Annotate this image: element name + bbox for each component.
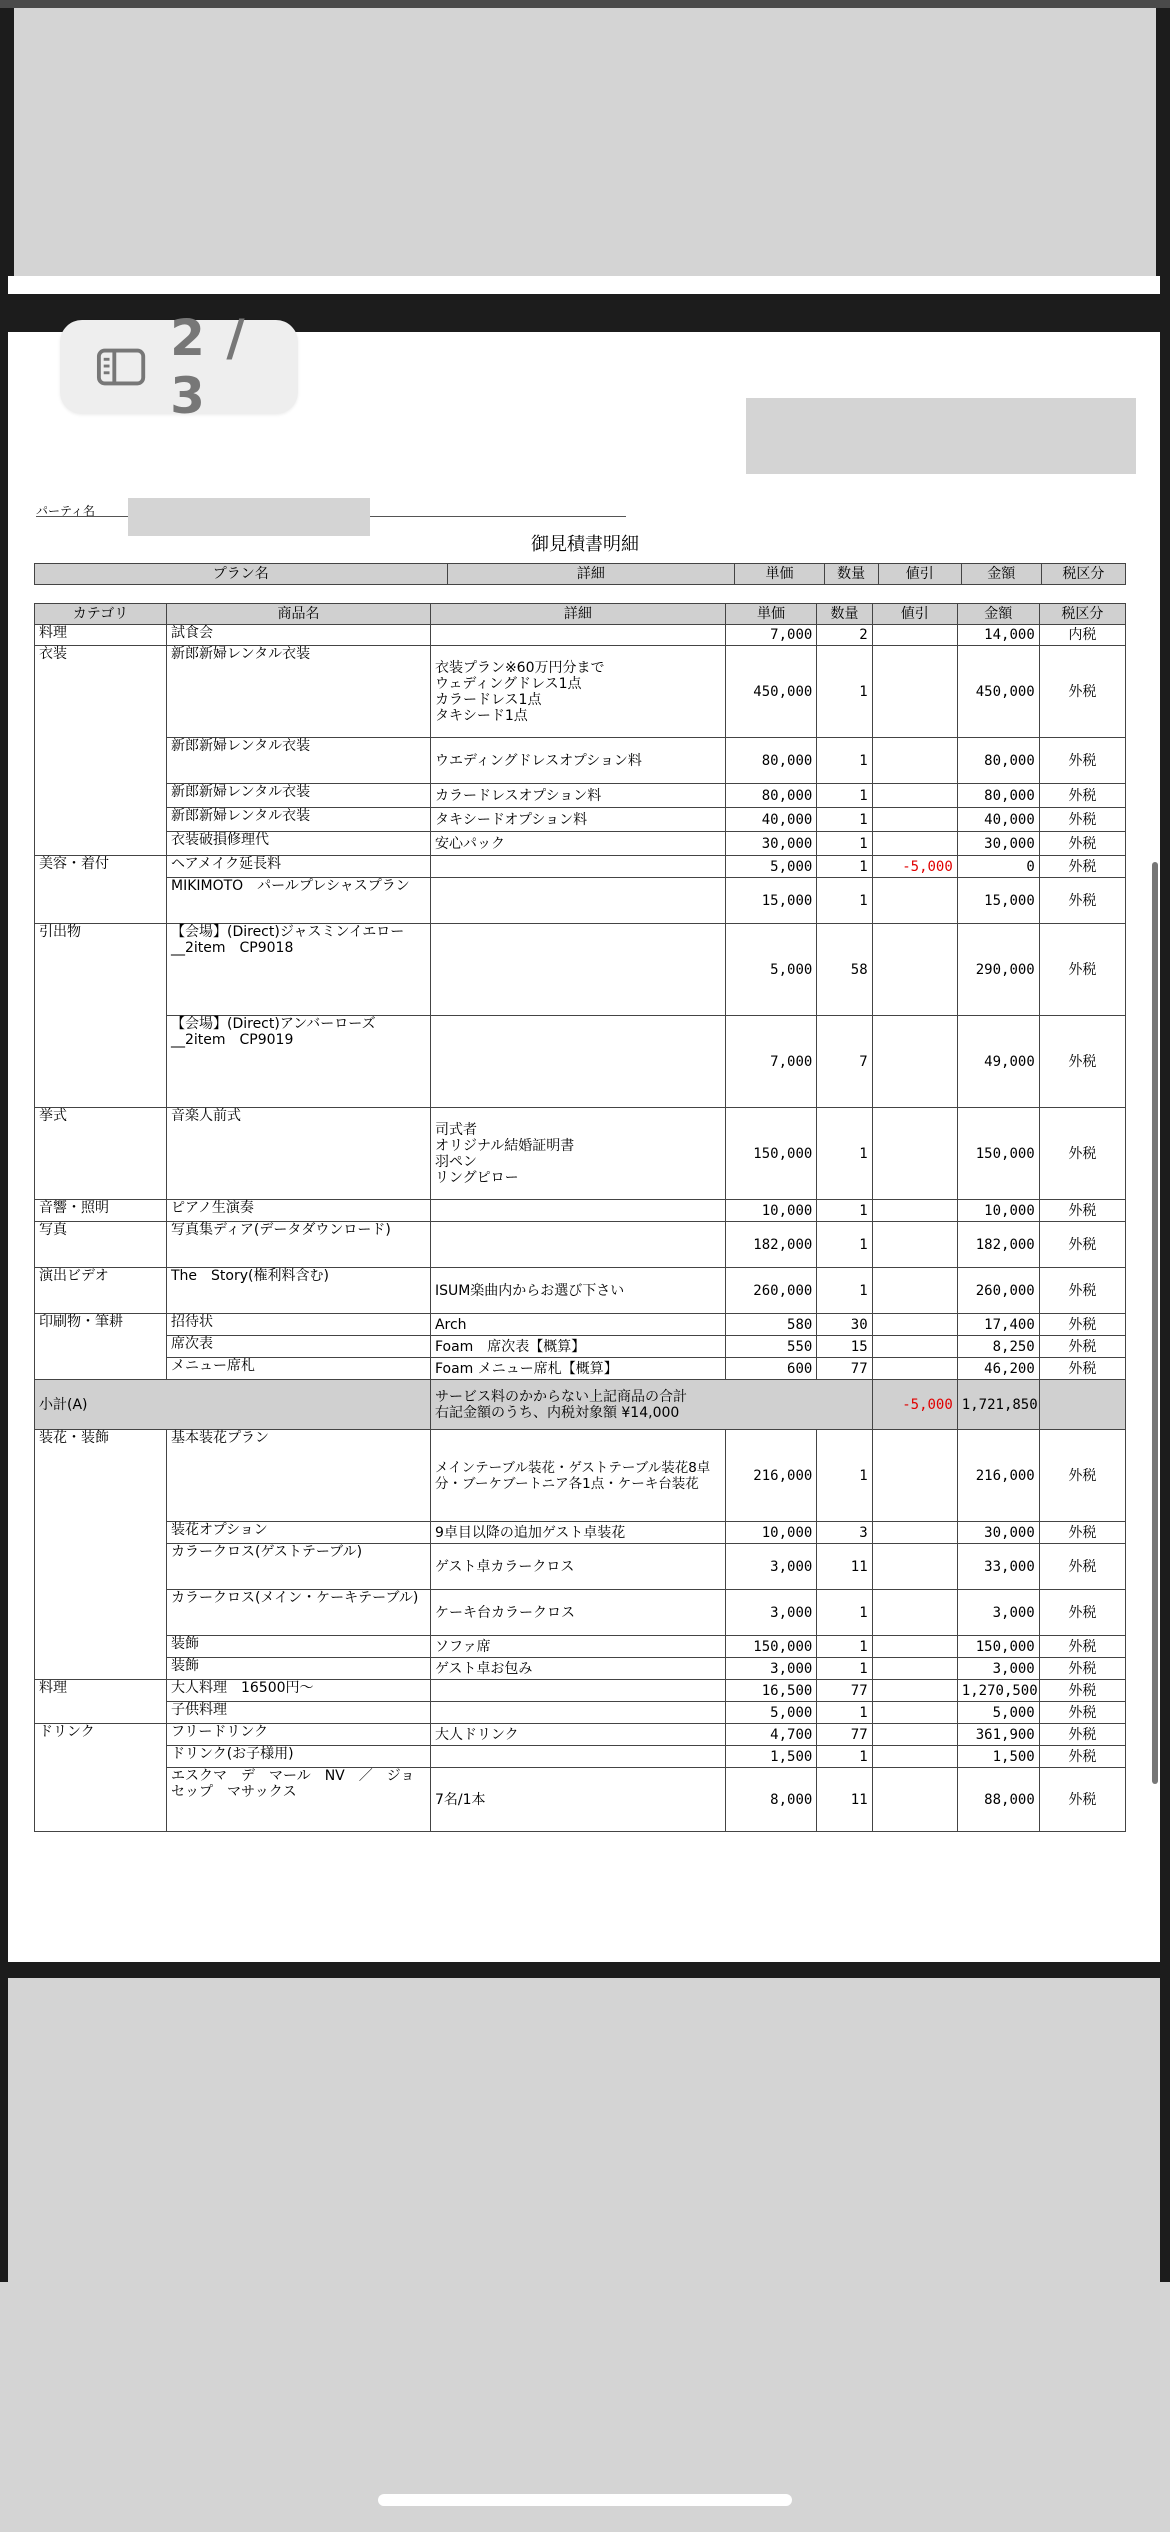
unit-price-cell: 16,500: [725, 1680, 817, 1702]
category-cell: 料理: [35, 625, 167, 646]
unit-price-cell: 216,000: [725, 1430, 817, 1522]
unit-price-cell: 5,000: [725, 856, 817, 878]
quantity-cell: 1: [817, 1702, 872, 1724]
unit-price-cell: 150,000: [725, 1636, 817, 1658]
column-header: カテゴリ: [35, 604, 167, 625]
table-row: [35, 738, 1126, 784]
column-header: 単価: [725, 604, 817, 625]
discount-cell: [872, 1336, 957, 1358]
table-row: [35, 832, 1126, 856]
tax-class-cell: 外税: [1039, 1522, 1125, 1544]
detail-cell: 衣装プラン※60万円分まで ウェディングドレス1点 カラードレス1点 タキシード1点: [430, 646, 725, 738]
amount-cell: 260,000: [957, 1268, 1039, 1314]
product-name-cell: エスクマ デ マール NV ／ ジョセップ マサックス: [166, 1768, 430, 1832]
product-name-cell: ヘアメイク延長料: [166, 856, 430, 878]
sidebar-icon: [96, 347, 146, 387]
table-row: [35, 1016, 1126, 1108]
detail-cell: Foam メニュー席札【概算】: [430, 1358, 725, 1380]
table-row: [35, 856, 1126, 878]
scrollbar[interactable]: [1152, 862, 1158, 1784]
discount-cell: [872, 1768, 957, 1832]
tax-class-cell: 外税: [1039, 1724, 1125, 1746]
quantity-cell: 1: [817, 1268, 872, 1314]
detail-cell: [430, 1746, 725, 1768]
home-indicator[interactable]: [378, 2494, 792, 2506]
unit-price-cell: 600: [725, 1358, 817, 1380]
subtotal-note: サービス料のかからない上記商品の合計 右記金額のうち、内税対象額 ¥14,000: [430, 1380, 872, 1430]
redacted-header-block: [746, 398, 1136, 474]
category-cell: 音響・照明: [35, 1200, 167, 1222]
product-name-cell: カラークロス(ゲストテーブル): [166, 1544, 430, 1590]
category-cell: 装花・装飾: [35, 1430, 167, 1680]
detail-cell: メインテーブル装花・ゲストテーブル装花8卓分・ブーケブートニア各1点・ケーキ台装花: [430, 1430, 725, 1522]
product-name-cell: ピアノ生演奏: [166, 1200, 430, 1222]
unit-price-cell: 7,000: [725, 625, 817, 646]
category-cell: 印刷物・筆耕: [35, 1314, 167, 1380]
discount-cell: [872, 832, 957, 856]
discount-cell: [872, 738, 957, 784]
detail-cell: [430, 856, 725, 878]
tax-class-cell: 外税: [1039, 646, 1125, 738]
detail-cell: Arch: [430, 1314, 725, 1336]
product-name-cell: 新郎新婦レンタル衣装: [166, 808, 430, 832]
tax-class-cell: 外税: [1039, 924, 1125, 1016]
quantity-cell: 77: [817, 1680, 872, 1702]
discount-cell: [872, 1016, 957, 1108]
amount-cell: 40,000: [957, 808, 1039, 832]
product-name-cell: 【会場】(Direct)アンバーローズ__2item CP9019: [166, 1016, 430, 1108]
previous-page-edge: [8, 276, 1160, 294]
tax-class-cell: 外税: [1039, 1680, 1125, 1702]
amount-cell: 150,000: [957, 1636, 1039, 1658]
unit-price-cell: 3,000: [725, 1658, 817, 1680]
product-name-cell: 新郎新婦レンタル衣装: [166, 784, 430, 808]
product-name-cell: 席次表: [166, 1336, 430, 1358]
quantity-cell: 77: [817, 1358, 872, 1380]
table-row: [35, 924, 1126, 1016]
subtotal-label: 小計(A): [35, 1380, 431, 1430]
previous-page-redacted: [14, 8, 1156, 276]
page-indicator[interactable]: [60, 309, 298, 425]
detail-cell: カラードレスオプション料: [430, 784, 725, 808]
table-row: [35, 1702, 1126, 1724]
quantity-cell: 1: [817, 856, 872, 878]
column-header: 商品名: [166, 604, 430, 625]
amount-cell: 1,500: [957, 1746, 1039, 1768]
product-name-cell: 装飾: [166, 1658, 430, 1680]
discount-cell: [872, 1430, 957, 1522]
quantity-cell: 2: [817, 625, 872, 646]
discount-cell: [872, 784, 957, 808]
tax-class-cell: 外税: [1039, 1768, 1125, 1832]
column-header: 税区分: [1041, 564, 1125, 585]
quantity-cell: 11: [817, 1544, 872, 1590]
category-cell: 衣装: [35, 646, 167, 856]
discount-cell: [872, 1314, 957, 1336]
product-name-cell: カラークロス(メイン・ケーキテーブル): [166, 1590, 430, 1636]
table-row: [35, 1544, 1126, 1590]
subtotal-amount: 1,721,850: [957, 1380, 1039, 1430]
discount-cell: [872, 1702, 957, 1724]
column-header: 数量: [824, 564, 878, 585]
product-name-cell: 装飾: [166, 1636, 430, 1658]
table-row: [35, 1358, 1126, 1380]
detail-cell: [430, 1016, 725, 1108]
discount-cell: [872, 1108, 957, 1200]
party-name-label: パーティ名: [36, 504, 96, 518]
page-counter: 2 / 3: [170, 309, 247, 425]
tax-class-cell: 外税: [1039, 1314, 1125, 1336]
quantity-cell: 3: [817, 1522, 872, 1544]
table-row: [35, 1200, 1126, 1222]
next-page-redacted: [8, 1978, 1160, 2282]
tax-class-cell: 外税: [1039, 784, 1125, 808]
quantity-cell: 1: [817, 832, 872, 856]
detail-cell: [430, 878, 725, 924]
table-row: [35, 1222, 1126, 1268]
detail-cell: 大人ドリンク: [430, 1724, 725, 1746]
tax-class-cell: 外税: [1039, 1222, 1125, 1268]
amount-cell: 290,000: [957, 924, 1039, 1016]
unit-price-cell: 10,000: [725, 1522, 817, 1544]
discount-cell: [872, 1222, 957, 1268]
detail-cell: [430, 625, 725, 646]
table-row: [35, 1680, 1126, 1702]
product-name-cell: 基本装花プラン: [166, 1430, 430, 1522]
unit-price-cell: 8,000: [725, 1768, 817, 1832]
discount-cell: [872, 625, 957, 646]
table-row: [35, 1268, 1126, 1314]
detail-cell: [430, 924, 725, 1016]
top-band: [0, 0, 1170, 8]
table-row: [35, 1336, 1126, 1358]
table-row: [35, 1314, 1126, 1336]
detail-cell: ISUM楽曲内からお選び下さい: [430, 1268, 725, 1314]
table-row: [35, 1522, 1126, 1544]
subtotal-row: [35, 1380, 1126, 1430]
unit-price-cell: 80,000: [725, 784, 817, 808]
detail-cell: 司式者 オリジナル結婚証明書 羽ペン リングピロー: [430, 1108, 725, 1200]
unit-price-cell: 1,500: [725, 1746, 817, 1768]
tax-class-cell: 外税: [1039, 1544, 1125, 1590]
product-name-cell: 招待状: [166, 1314, 430, 1336]
unit-price-cell: 182,000: [725, 1222, 817, 1268]
quantity-cell: 15: [817, 1336, 872, 1358]
amount-cell: 182,000: [957, 1222, 1039, 1268]
detail-cell: ソファ席: [430, 1636, 725, 1658]
detail-cell: ウエディングドレスオプション料: [430, 738, 725, 784]
category-cell: 演出ビデオ: [35, 1268, 167, 1314]
category-cell: 挙式: [35, 1108, 167, 1200]
column-header: 金額: [957, 604, 1039, 625]
table-row: [35, 1724, 1126, 1746]
discount-cell: [872, 1522, 957, 1544]
amount-cell: 49,000: [957, 1016, 1039, 1108]
unit-price-cell: 30,000: [725, 832, 817, 856]
column-header: 数量: [817, 604, 872, 625]
product-name-cell: 装花オプション: [166, 1522, 430, 1544]
table-row: [35, 808, 1126, 832]
amount-cell: 3,000: [957, 1590, 1039, 1636]
product-name-cell: メニュー席札: [166, 1358, 430, 1380]
amount-cell: 33,000: [957, 1544, 1039, 1590]
category-cell: 料理: [35, 1680, 167, 1724]
quantity-cell: 1: [817, 1200, 872, 1222]
product-name-cell: 新郎新婦レンタル衣装: [166, 646, 430, 738]
amount-cell: 10,000: [957, 1200, 1039, 1222]
quantity-cell: 1: [817, 1222, 872, 1268]
amount-cell: 8,250: [957, 1336, 1039, 1358]
detail-cell: ゲスト卓お包み: [430, 1658, 725, 1680]
category-cell: 美容・着付: [35, 856, 167, 924]
quantity-cell: 1: [817, 1590, 872, 1636]
table-row: [35, 1590, 1126, 1636]
table-row: [35, 625, 1126, 646]
product-name-cell: ドリンク(お子様用): [166, 1746, 430, 1768]
quantity-cell: 7: [817, 1016, 872, 1108]
unit-price-cell: 80,000: [725, 738, 817, 784]
quantity-cell: 77: [817, 1724, 872, 1746]
table-row: [35, 1746, 1126, 1768]
product-name-cell: 新郎新婦レンタル衣装: [166, 738, 430, 784]
discount-cell: [872, 1680, 957, 1702]
quantity-cell: 1: [817, 1108, 872, 1200]
product-name-cell: MIKIMOTO パールプレシャスプラン: [166, 878, 430, 924]
detail-cell: Foam 席次表【概算】: [430, 1336, 725, 1358]
quantity-cell: 30: [817, 1314, 872, 1336]
detail-cell: [430, 1702, 725, 1724]
quantity-cell: 11: [817, 1768, 872, 1832]
detail-cell: 7名/1本: [430, 1768, 725, 1832]
tax-class-cell: 外税: [1039, 1336, 1125, 1358]
unit-price-cell: 260,000: [725, 1268, 817, 1314]
amount-cell: 216,000: [957, 1430, 1039, 1522]
discount-cell: [872, 1200, 957, 1222]
product-name-cell: 写真集ディア(データダウンロード): [166, 1222, 430, 1268]
category-cell: 写真: [35, 1222, 167, 1268]
discount-cell: [872, 924, 957, 1016]
table-row: [35, 1658, 1126, 1680]
detail-cell: [430, 1222, 725, 1268]
unit-price-cell: 450,000: [725, 646, 817, 738]
quantity-cell: 1: [817, 1636, 872, 1658]
discount-cell: [872, 1268, 957, 1314]
quantity-cell: 1: [817, 738, 872, 784]
detail-cell: ケーキ台カラークロス: [430, 1590, 725, 1636]
amount-cell: 150,000: [957, 1108, 1039, 1200]
discount-cell: [872, 1746, 957, 1768]
detail-cell: 安心パック: [430, 832, 725, 856]
tax-class-cell: 内税: [1039, 625, 1125, 646]
tax-class-cell: 外税: [1039, 808, 1125, 832]
unit-price-cell: 15,000: [725, 878, 817, 924]
quantity-cell: 1: [817, 1746, 872, 1768]
amount-cell: 88,000: [957, 1768, 1039, 1832]
subtotal-discount: -5,000: [872, 1380, 957, 1430]
product-name-cell: 子供料理: [166, 1702, 430, 1724]
unit-price-cell: 3,000: [725, 1544, 817, 1590]
table-row: [35, 878, 1126, 924]
detail-cell: ゲスト卓カラークロス: [430, 1544, 725, 1590]
discount-cell: [872, 1544, 957, 1590]
amount-cell: 3,000: [957, 1658, 1039, 1680]
subtotal-tax-cell: [1039, 1380, 1125, 1430]
discount-cell: [872, 1590, 957, 1636]
discount-cell: -5,000: [872, 856, 957, 878]
tax-class-cell: 外税: [1039, 1702, 1125, 1724]
quantity-cell: 1: [817, 784, 872, 808]
detail-cell: タキシードオプション料: [430, 808, 725, 832]
product-name-cell: フリードリンク: [166, 1724, 430, 1746]
amount-cell: 361,900: [957, 1724, 1039, 1746]
product-name-cell: 衣装破損修理代: [166, 832, 430, 856]
detail-cell: 9卓目以降の追加ゲスト卓装花: [430, 1522, 725, 1544]
unit-price-cell: 5,000: [725, 1702, 817, 1724]
unit-price-cell: 3,000: [725, 1590, 817, 1636]
tax-class-cell: 外税: [1039, 856, 1125, 878]
table-row: [35, 784, 1126, 808]
tax-class-cell: 外税: [1039, 1658, 1125, 1680]
table-row: [35, 1108, 1126, 1200]
unit-price-cell: 150,000: [725, 1108, 817, 1200]
quantity-cell: 1: [817, 1430, 872, 1522]
discount-cell: [872, 808, 957, 832]
detail-cell: [430, 1200, 725, 1222]
quantity-cell: 1: [817, 646, 872, 738]
amount-cell: 5,000: [957, 1702, 1039, 1724]
unit-price-cell: 4,700: [725, 1724, 817, 1746]
amount-cell: 30,000: [957, 1522, 1039, 1544]
tax-class-cell: 外税: [1039, 1200, 1125, 1222]
tax-class-cell: 外税: [1039, 1746, 1125, 1768]
tax-class-cell: 外税: [1039, 1358, 1125, 1380]
amount-cell: 15,000: [957, 878, 1039, 924]
discount-cell: [872, 878, 957, 924]
discount-cell: [872, 646, 957, 738]
column-header: 値引: [878, 564, 961, 585]
quantity-cell: 1: [817, 808, 872, 832]
quantity-cell: 1: [817, 878, 872, 924]
unit-price-cell: 7,000: [725, 1016, 817, 1108]
discount-cell: [872, 1658, 957, 1680]
amount-cell: 450,000: [957, 646, 1039, 738]
amount-cell: 80,000: [957, 738, 1039, 784]
plan-header-table: [34, 563, 1126, 585]
tax-class-cell: 外税: [1039, 878, 1125, 924]
unit-price-cell: 550: [725, 1336, 817, 1358]
tax-class-cell: 外税: [1039, 1590, 1125, 1636]
tax-class-cell: 外税: [1039, 1016, 1125, 1108]
column-header: 金額: [961, 564, 1041, 585]
category-cell: 引出物: [35, 924, 167, 1108]
product-name-cell: 大人料理 16500円〜: [166, 1680, 430, 1702]
category-cell: ドリンク: [35, 1724, 167, 1832]
tax-class-cell: 外税: [1039, 1636, 1125, 1658]
tax-class-cell: 外税: [1039, 738, 1125, 784]
product-name-cell: 【会場】(Direct)ジャスミンイエロー__2item CP9018: [166, 924, 430, 1016]
column-header: 詳細: [447, 564, 735, 585]
quantity-cell: 58: [817, 924, 872, 1016]
quantity-cell: 1: [817, 1658, 872, 1680]
discount-cell: [872, 1358, 957, 1380]
amount-cell: 30,000: [957, 832, 1039, 856]
column-header: 単価: [735, 564, 824, 585]
detail-cell: [430, 1680, 725, 1702]
amount-cell: 14,000: [957, 625, 1039, 646]
unit-price-cell: 5,000: [725, 924, 817, 1016]
discount-cell: [872, 1636, 957, 1658]
column-header: 値引: [872, 604, 957, 625]
product-name-cell: 試食会: [166, 625, 430, 646]
product-name-cell: The Story(権利料含む): [166, 1268, 430, 1314]
amount-cell: 46,200: [957, 1358, 1039, 1380]
product-name-cell: 音楽人前式: [166, 1108, 430, 1200]
estimate-table: [34, 603, 1126, 1832]
table-row: [35, 1636, 1126, 1658]
table-row: [35, 646, 1126, 738]
tax-class-cell: 外税: [1039, 832, 1125, 856]
amount-cell: 17,400: [957, 1314, 1039, 1336]
discount-cell: [872, 1724, 957, 1746]
amount-cell: 0: [957, 856, 1039, 878]
column-header: 詳細: [430, 604, 725, 625]
table-row: [35, 1768, 1126, 1832]
tax-class-cell: 外税: [1039, 1430, 1125, 1522]
unit-price-cell: 40,000: [725, 808, 817, 832]
unit-price-cell: 10,000: [725, 1200, 817, 1222]
amount-cell: 1,270,500: [957, 1680, 1039, 1702]
unit-price-cell: 580: [725, 1314, 817, 1336]
column-header: プラン名: [35, 564, 448, 585]
amount-cell: 80,000: [957, 784, 1039, 808]
tax-class-cell: 外税: [1039, 1108, 1125, 1200]
document-title: 御見積書明細: [531, 534, 639, 555]
column-header: 税区分: [1039, 604, 1125, 625]
table-row: [35, 1430, 1126, 1522]
tax-class-cell: 外税: [1039, 1268, 1125, 1314]
